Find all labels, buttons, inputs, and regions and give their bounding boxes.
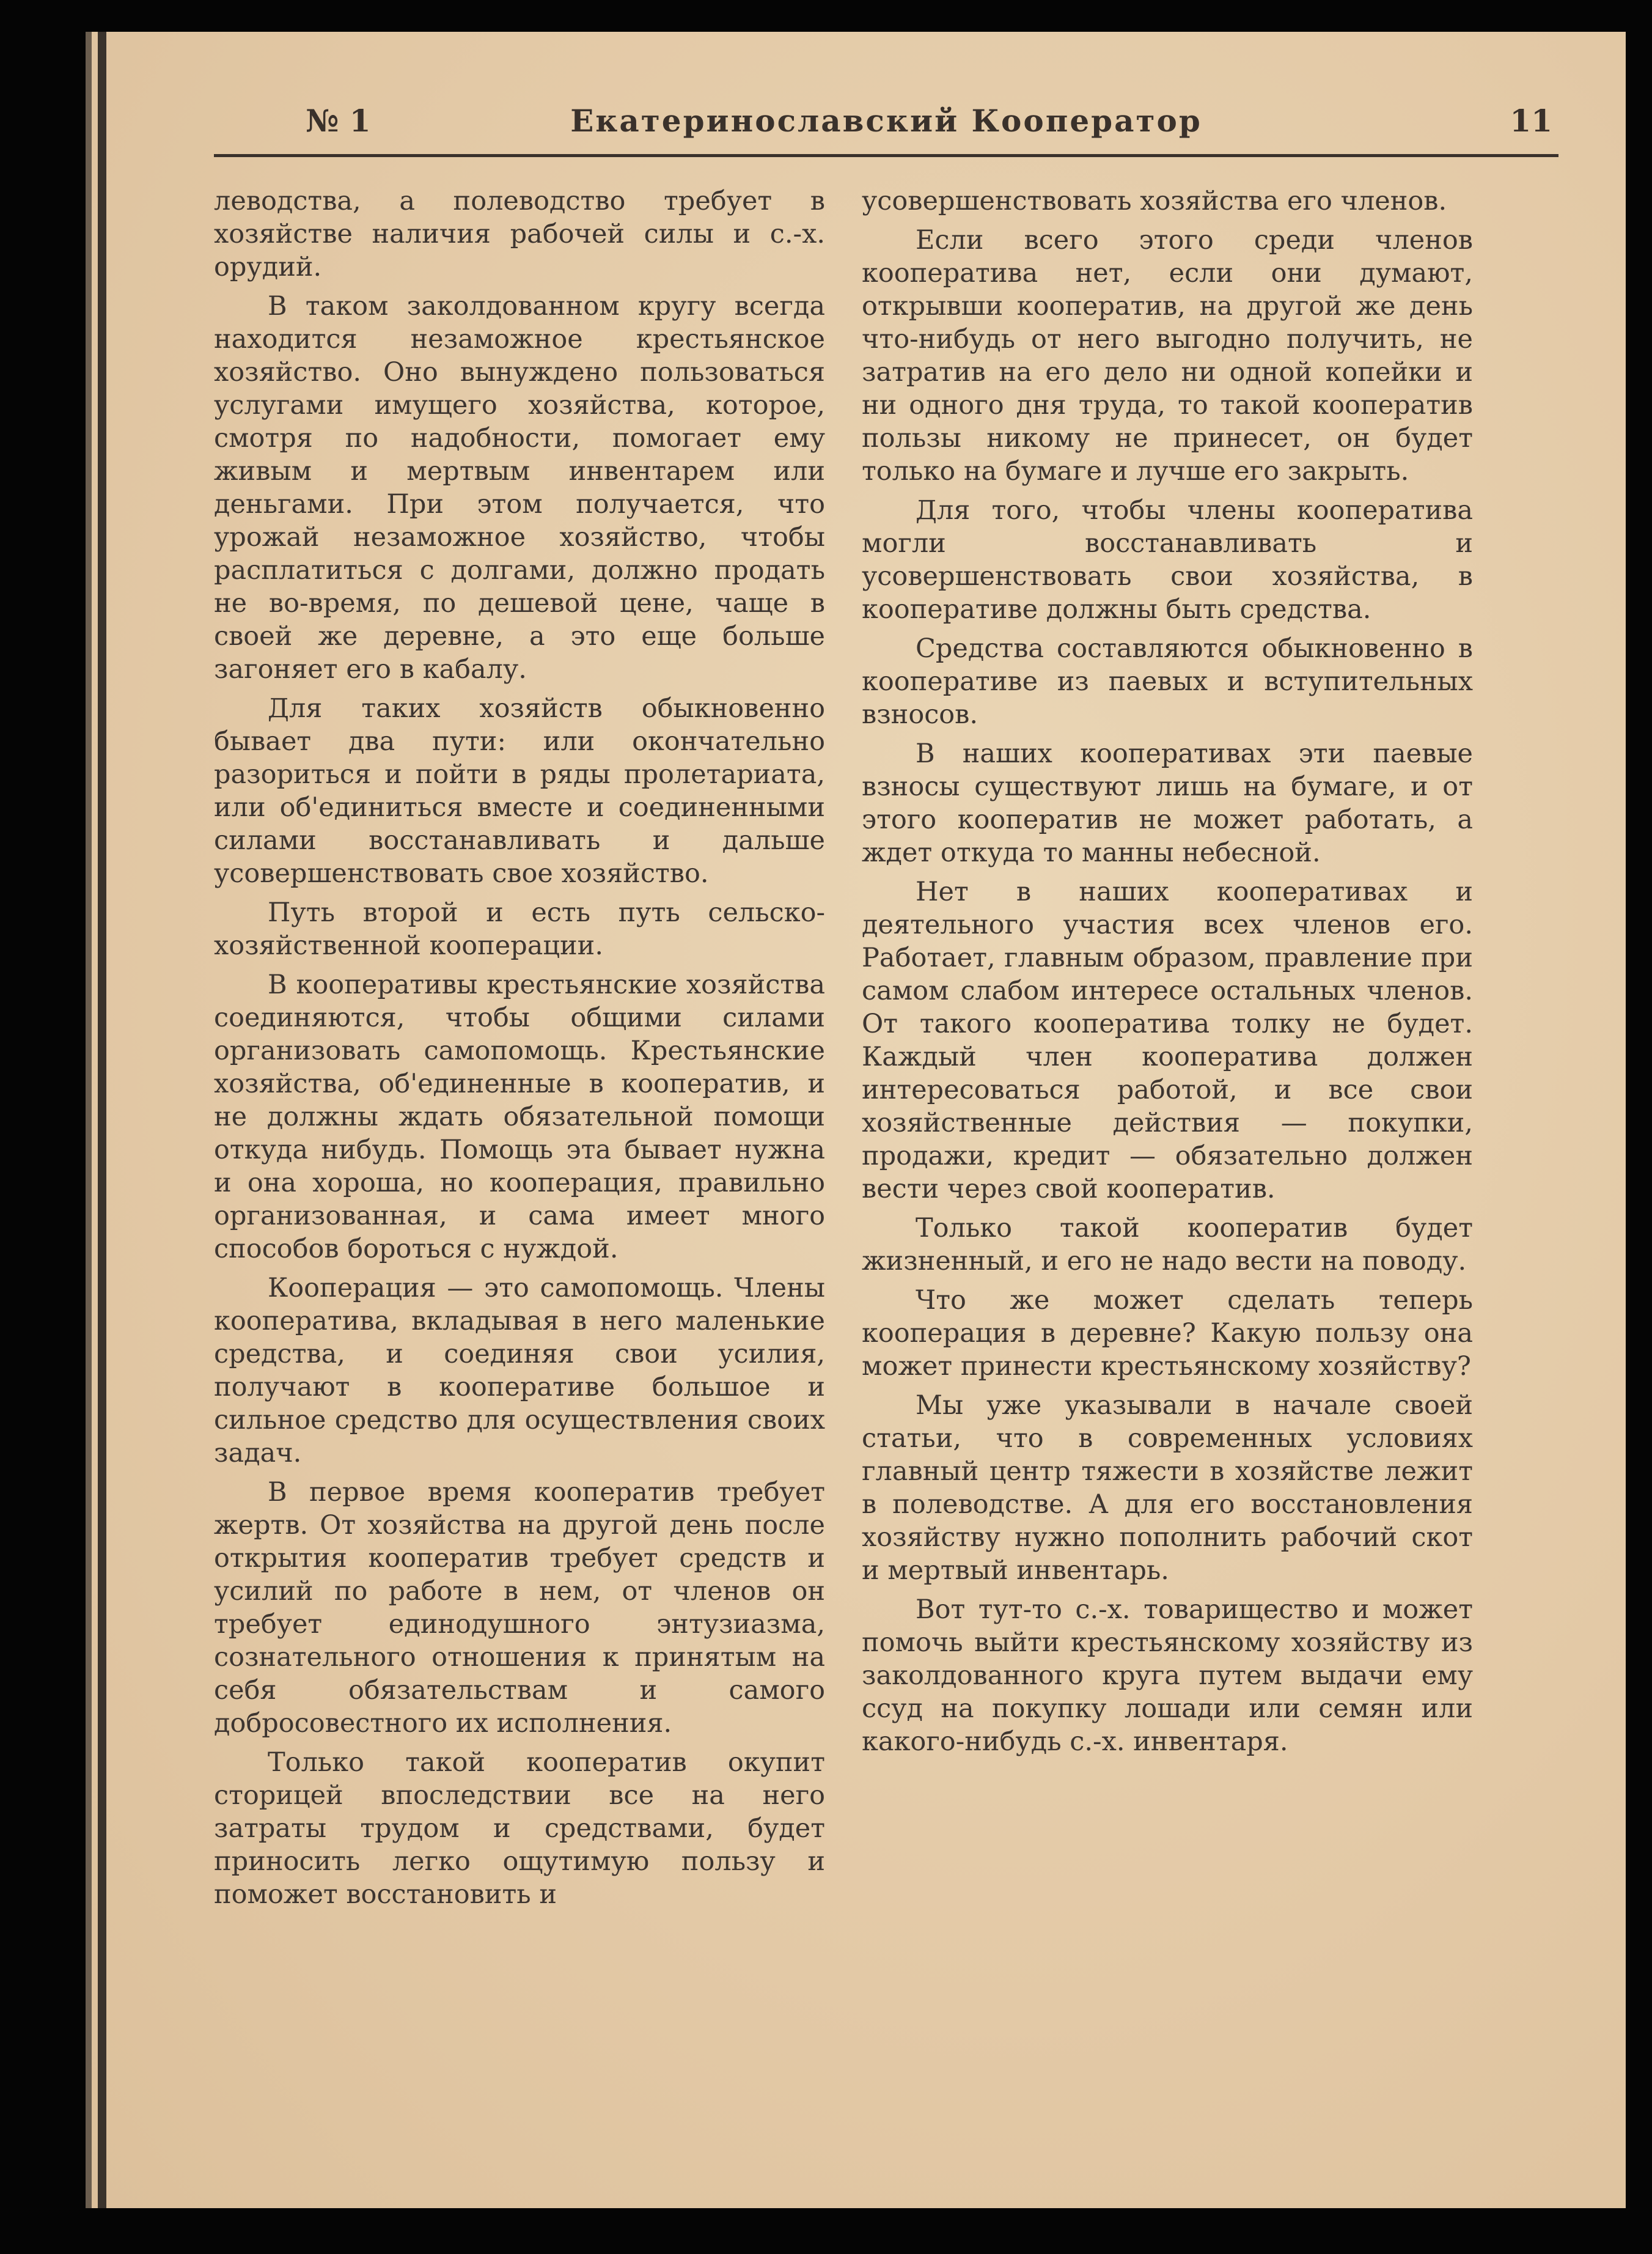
paragraph: леводства, а полеводство требует в хозяйстве наличия рабочей силы и с.-х. орудий. <box>214 186 825 282</box>
page-number: 11 <box>1510 103 1552 139</box>
journal-title: Екатеринославский Кооператор <box>570 103 1202 139</box>
binding-edge <box>86 32 92 2208</box>
right-column <box>862 185 1473 1764</box>
issue-number: № 1 <box>306 103 371 139</box>
paragraph: Нет в наших кооперативах и деятельного участия всех членов его. Работает, главным образом, правление при самом слабом интересе остальных членов. От такого кооператива толку не будет. Каждый член кооператива должен интересоваться работой, и все свои хозяйственные действия — покупки, продажи, кредит — обязательно должен вести через свой кооператив. <box>862 877 1473 1204</box>
paragraph: Кооперация — это самопомощь. Члены кооператива, вкладывая в него маленькие средства, и соединяя свои усилия, получают в кооперативе большое и сильное средство для осуществления своих задач. <box>214 1273 825 1468</box>
paragraph: В кооперативы крестьянские хозяйства соединяются, чтобы общими силами организовать самопомощь. Крестьянские хозяйства, об'единенные в кооператив, и не должны ждать обязательной помощи откуда нибудь. Помощь эта бывает нужна и она хороша, но кооперация, правильно организованная, и сама имеет много способов бороться с нуждой. <box>214 970 825 1264</box>
paragraph: Вот тут-то с.-х. товарищество и может помочь выйти крестьянскому хозяйству из заколдованного круга путем выдачи ему ссуд на покупку лошади или семян или какого-нибудь с.-х. инвентаря. <box>862 1594 1473 1757</box>
running-header <box>214 99 1558 157</box>
paragraph: В первое время кооператив требует жертв. От хозяйства на другой день после открытия кооператив требует средств и усилий по работе в нем, от членов он требует единодушного энтузиазма, сознательного отношения к принятым на себя обязательствам и самого добросовестного их исполнения. <box>214 1477 825 1739</box>
paragraph: Только такой кооператив будет жизненный, и его не надо вести на поводу. <box>862 1213 1473 1276</box>
paragraph: В наших кооперативах эти паевые взносы существуют лишь на бумаге, и от этого кооператив не может работать, а ждет откуда то манны небесной. <box>862 738 1473 868</box>
left-column <box>214 185 825 1917</box>
paragraph: Если всего этого среди членов кооператива нет, если они думают, открывши кооператив, на другой же день что-нибудь от него выгодно получить, не затратив на его дело ни одной копейки и ни одного дня труда, то такой кооператив пользы никому не принесет, он будет только на бумаге и лучше его закрыть. <box>862 225 1473 487</box>
paragraph: Средства составляются обыкновенно в кооперативе из паевых и вступительных взносов. <box>862 633 1473 730</box>
paragraph: усовершенствовать хозяйства его членов. <box>862 186 1447 216</box>
paragraph: Мы уже указывали в начале своей статьи, что в современных условиях главный центр тяжести в хозяйстве лежит в полеводстве. А для его восстановления хозяйству нужно пополнить рабочий скот и мертвый инвентарь. <box>862 1390 1473 1586</box>
paragraph: Для того, чтобы члены кооператива могли восстанавливать и усовершенствовать свои хозяйства, в кооперативе должны быть средства. <box>862 495 1473 625</box>
document-page <box>86 32 1626 2208</box>
binding-line <box>98 32 106 2208</box>
paragraph: Что же может сделать теперь кооперация в деревне? Какую пользу она может принести крестьянскому хозяйству? <box>862 1285 1473 1382</box>
paragraph: Для таких хозяйств обыкновенно бывает два пути: или окончательно разориться и пойти в ряды пролетариата, или об'единиться вместе и соединенными силами восстанавливать и дальше усовершенствовать свое хозяйство. <box>214 693 825 889</box>
paragraph: Только такой кооператив окупит сторицей впоследствии все на него затраты трудом и средствами, будет приносить легко ощутимую пользу и поможет восстановить и <box>214 1747 825 1910</box>
paragraph: В таком заколдованном кругу всегда находится незаможное крестьянское хозяйство. Оно вынуждено пользоваться услугами имущего хозяйства, которое, смотря по надобности, помогает ему живым и мертвым инвентарем или деньгами. При этом получается, что урожай незаможное хозяйство, чтобы расплатиться с долгами, должно продать не во-время, по дешевой цене, чаще в своей же деревне, а это еще больше загоняет его в кабалу. <box>214 291 825 685</box>
paragraph: Путь второй и есть путь сельско-хозяйственной кооперации. <box>214 897 825 961</box>
